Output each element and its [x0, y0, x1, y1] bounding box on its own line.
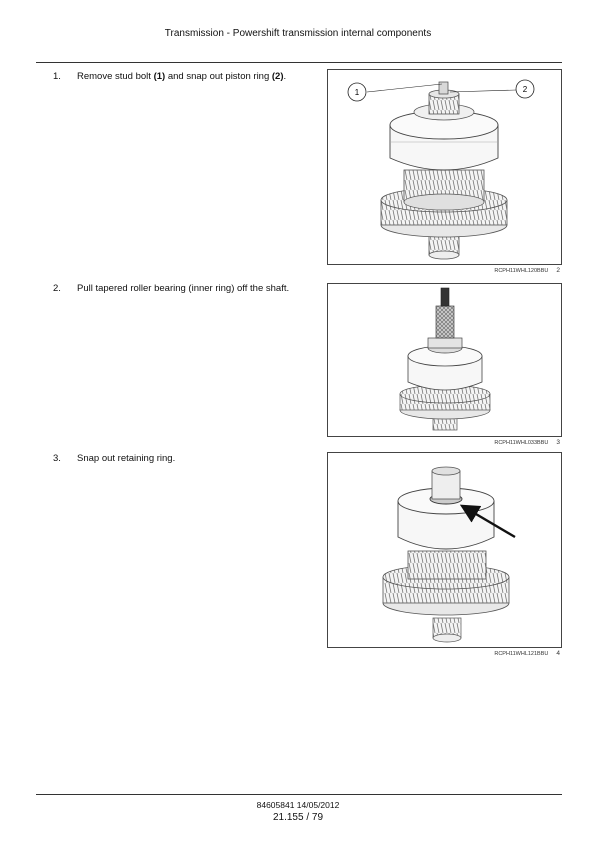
step-1-ref-1: (1)	[153, 71, 166, 82]
page-header-title: Transmission - Powershift transmission internal components	[164, 28, 432, 39]
figure-2-code: RCPH11WHL120BBU	[494, 268, 549, 274]
step-1-text-a: Remove stud bolt	[77, 71, 154, 82]
step-2-number: 2.	[53, 283, 61, 294]
step-1-text	[77, 71, 286, 82]
figure-4-number: 4	[556, 650, 560, 657]
footer-document-id: 84605841 14/05/2012	[256, 800, 340, 810]
step-3-number: 3.	[53, 453, 61, 464]
callout-2-label: 2	[522, 85, 528, 94]
figure-3-caption	[494, 439, 560, 446]
figure-4-code: RCPH11WHL121BBU	[494, 651, 549, 657]
figure-2-number: 2	[556, 267, 560, 274]
step-3-text: Snap out retaining ring.	[77, 453, 176, 464]
step-2-text: Pull tapered roller bearing (inner ring) off the shaft.	[77, 283, 290, 294]
footer-rule	[36, 794, 562, 795]
footer-page-number: 21.155 / 79	[272, 812, 324, 823]
step-1-number: 1.	[53, 71, 61, 82]
figure-4-caption	[494, 650, 560, 657]
step-1-ref-2: (2)	[271, 71, 284, 82]
step-1-text-c: .	[283, 71, 287, 82]
callout-1-label: 1	[354, 88, 360, 97]
figure-2-image	[327, 69, 562, 265]
header-rule	[36, 62, 562, 63]
figure-3-image	[327, 283, 562, 437]
figure-2-caption	[494, 267, 560, 274]
figure-3-number: 3	[556, 439, 560, 446]
figure-4-image	[327, 452, 562, 648]
figure-3-code: RCPH11WHL033BBU	[494, 440, 549, 446]
step-1-text-b: and snap out piston ring	[165, 71, 272, 82]
